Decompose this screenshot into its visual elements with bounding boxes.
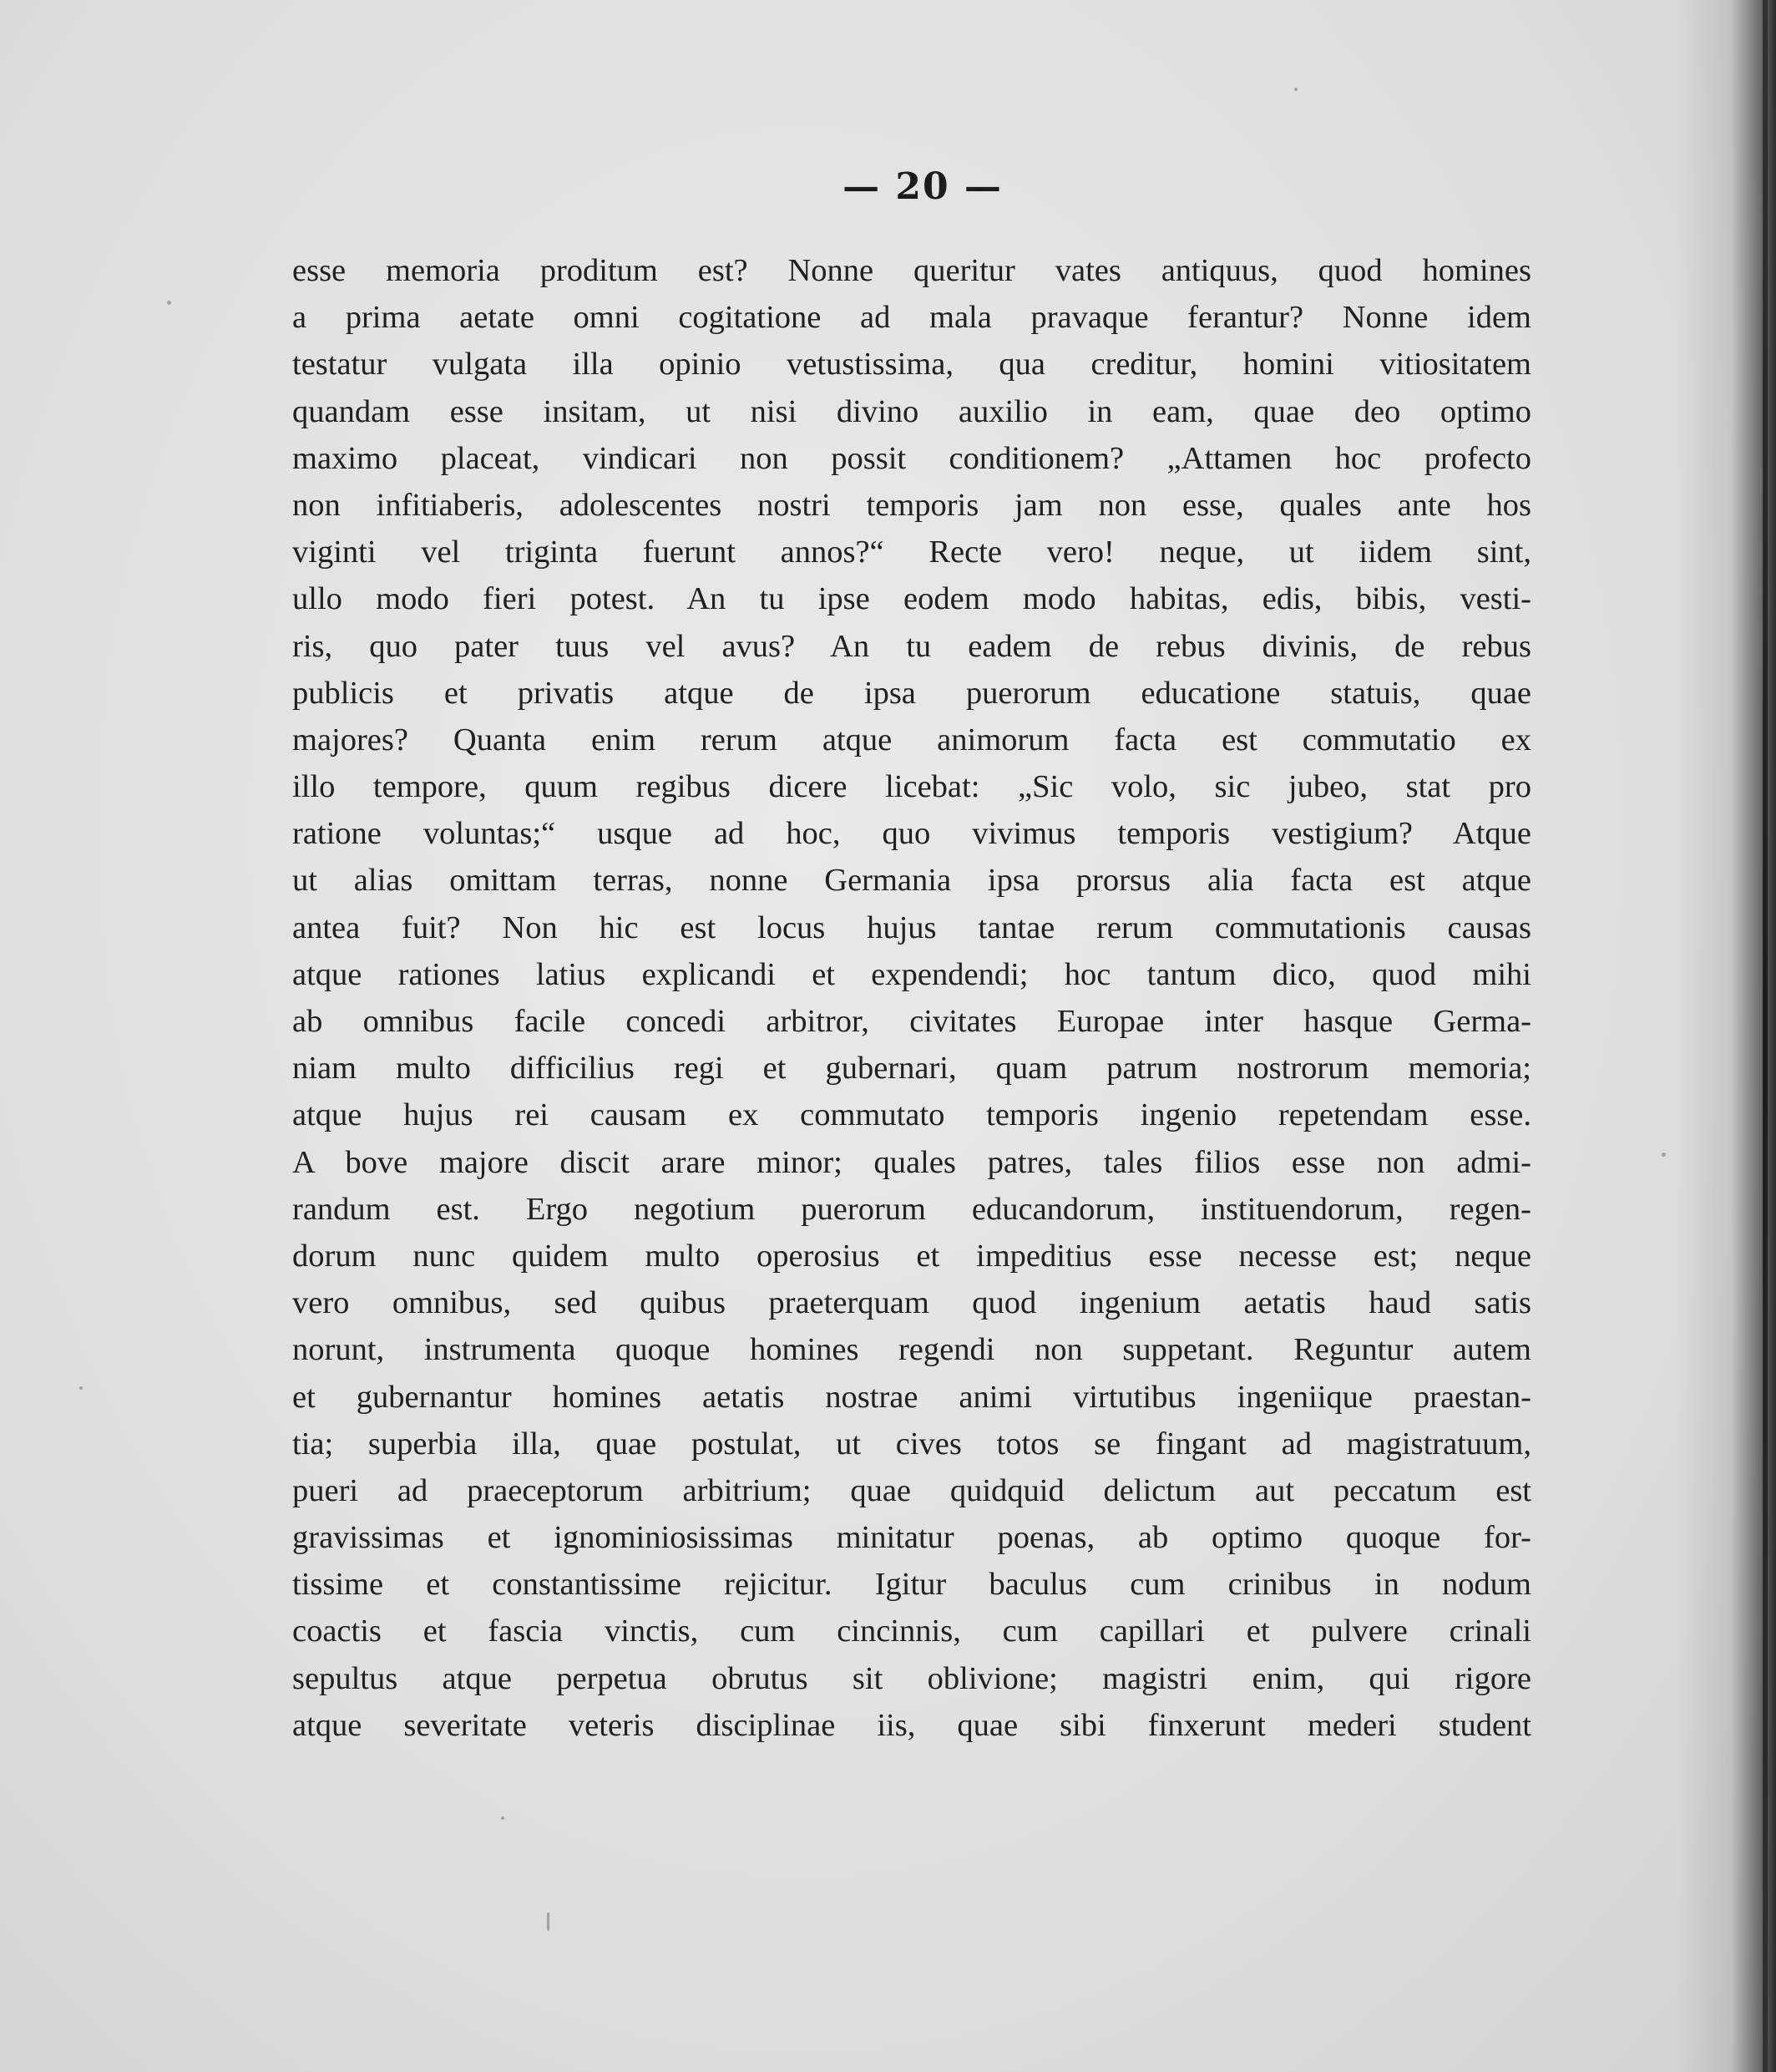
text-line: coactis et fascia vinctis, cum cincinnis, cum capillari et pulvere crinali <box>292 1614 1531 1649</box>
text-line: majores? Quanta enim rerum atque animorum facta est commutatio ex <box>292 722 1531 757</box>
binding-edge <box>1763 0 1768 2072</box>
text-line: gravissimas et ignominiosissimas minitatur poenas, ab optimo quoque for- <box>292 1520 1531 1556</box>
paper-speck <box>167 301 171 305</box>
text-line: randum est. Ergo negotium puerorum educandorum, instituendorum, regen- <box>292 1191 1531 1227</box>
text-line: maximo placeat, vindicari non possit conditionem? „Attamen hoc profecto <box>292 440 1531 476</box>
text-line: vero omnibus, sed quibus praeterquam quod ingenium aetatis haud satis <box>292 1285 1531 1321</box>
text-line: atque hujus rei causam ex commutato temporis ingenio repetendam esse. <box>292 1097 1531 1133</box>
text-line: esse memoria proditum est? Nonne queritur vates antiquus, quod homines <box>292 253 1531 288</box>
text-line: ab omnibus facile concedi arbitror, civitates Europae inter hasque Germa- <box>292 1004 1531 1039</box>
text-line: niam multo difficilius regi et gubernari, quam patrum nostrorum memoria; <box>292 1051 1531 1087</box>
text-line: quandam esse insitam, ut nisi divino auxilio in eam, quae deo optimo <box>292 393 1531 429</box>
text-line: A bove majore discit arare minor; quales patres, tales filios esse non admi- <box>292 1144 1531 1180</box>
text-line: dorum nunc quidem multo operosius et impeditius esse necesse est; neque <box>292 1238 1531 1274</box>
paper-speck <box>1662 1153 1666 1157</box>
text-line: tia; superbia illa, quae postulat, ut cives totos se fingant ad magistratuum, <box>292 1426 1531 1462</box>
body-text <box>292 247 1531 1749</box>
paper-speck <box>547 1912 549 1931</box>
text-line: ratione voluntas;“ usque ad hoc, quo vivimus temporis vestigium? Atque <box>292 816 1531 852</box>
paper-speck <box>1294 88 1298 91</box>
text-line: a prima aetate omni cogitatione ad mala pravaque ferantur? Nonne idem <box>292 300 1531 336</box>
text-line: ut alias omittam terras, nonne Germania ipsa prorsus alia facta est atque <box>292 863 1531 899</box>
text-line: viginti vel triginta fuerunt annos?“ Recte vero! neque, ut iidem sint, <box>292 534 1531 570</box>
binding-shadow <box>1676 0 1776 2072</box>
paper-speck <box>501 1816 504 1820</box>
text-line: norunt, instrumenta quoque homines regendi non suppetant. Reguntur autem <box>292 1332 1531 1368</box>
text-line: et gubernantur homines aetatis nostrae animi virtutibus ingeniique praestan- <box>292 1379 1531 1415</box>
text-line: publicis et privatis atque de ipsa puerorum educatione statuis, quae <box>292 675 1531 711</box>
text-line: tissime et constantissime rejicitur. Igitur baculus cum crinibus in nodum <box>292 1567 1531 1603</box>
paper-speck <box>79 1386 83 1390</box>
text-line: illo tempore, quum regibus dicere licebat: „Sic volo, sic jubeo, stat pro <box>292 769 1531 805</box>
text-line: testatur vulgata illa opinio vetustissima, qua creditur, homini vitiositatem <box>292 347 1531 382</box>
text-line: ris, quo pater tuus vel avus? An tu eadem de rebus divinis, de rebus <box>292 628 1531 664</box>
text-line: antea fuit? Non hic est locus hujus tantae rerum commutationis causas <box>292 909 1531 945</box>
text-line: atque severitate veteris disciplinae iis, quae sibi finxerunt mederi student <box>292 1707 1531 1743</box>
text-line: sepultus atque perpetua obrutus sit oblivione; magistri enim, qui rigore <box>292 1660 1531 1696</box>
text-line: pueri ad praeceptorum arbitrium; quae quidquid delictum aut peccatum est <box>292 1472 1531 1508</box>
text-line: non infitiaberis, adolescentes nostri temporis jam non esse, quales ante hos <box>292 487 1531 523</box>
page-number: — 20 — <box>842 165 1003 208</box>
text-line: atque rationes latius explicandi et expendendi; hoc tantum dico, quod mihi <box>292 956 1531 992</box>
text-line: ullo modo fieri potest. An tu ipse eodem modo habitas, edis, bibis, vesti- <box>292 581 1531 617</box>
